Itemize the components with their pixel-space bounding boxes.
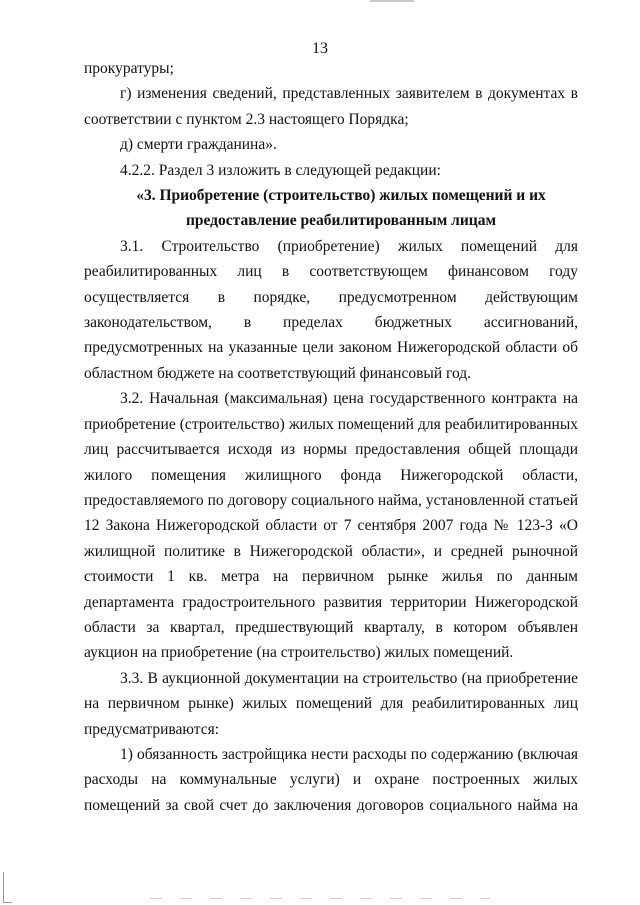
section-3-heading: «3. Приобретение (строительство) жилых помещений и их предоставление реабилитированным лицам xyxy=(136,187,546,230)
paragraph-3-2: 3.2. Начальная (максимальная) цена государственного контракта на приобретение (строительство) жилых помещений для реабилитированных лиц рассчитывается исходя из нормы предоставления общей площади жилого помещения жилищного фонда Нижегородской области, предоставляемого по договору социального найма, установленной статьей 12 Закона Нижегородской области от 7 сентября 2007 года № 123-З «О жилищной политике в Нижегородской области», и средней рыночной стоимости 1 кв. метра на первичном рынке жилья по данным департамента градостроительного развития территории Нижегородской области за квартал, предшествующий кварталу, в котором объявлен аукцион на приобретение (на строительство) жилых помещений. xyxy=(84,390,578,662)
paragraph-item-g: г) изменения сведений, представленных заявителем в документах в соответствии с пунктом 2.3 настоящего Порядка; xyxy=(84,85,578,128)
paragraph-3-1: 3.1. Строительство (приобретение) жилых помещений для реабилитированных лиц в соответствующем финансовом году осуществляется в порядке, предусмотренном действующим законодательством, в пределах бюджетных ассигнований, предусмотренных на указанные цели законом Нижегородской области об областном бюджете на соответствующий финансовый год. xyxy=(84,237,578,382)
scan-artifact-bottom xyxy=(150,898,490,899)
paragraph-4-2-2: 4.2.2. Раздел 3 изложить в следующей редакции: xyxy=(120,161,441,179)
page-number: 13 xyxy=(312,40,328,57)
paragraph-prokuratury-continuation: прокуратуры; xyxy=(84,60,174,77)
paragraph-3-3-item-1: 1) обязанность застройщика нести расходы по содержанию (включая расходы на коммунальные услуги) и охране построенных жилых помещений за свой счет до заключения договоров социального найма на xyxy=(84,745,578,814)
scan-artifact-top xyxy=(370,0,414,2)
paragraph-3-3: 3.3. В аукционной документации на строительство (на приобретение на первичном рынке) жилых помещений для реабилитированных лиц предусматриваются: xyxy=(84,669,578,738)
document-body xyxy=(84,56,578,818)
paragraph-item-d: д) смерти гражданина». xyxy=(120,136,277,154)
scan-artifact-corner xyxy=(3,872,12,903)
